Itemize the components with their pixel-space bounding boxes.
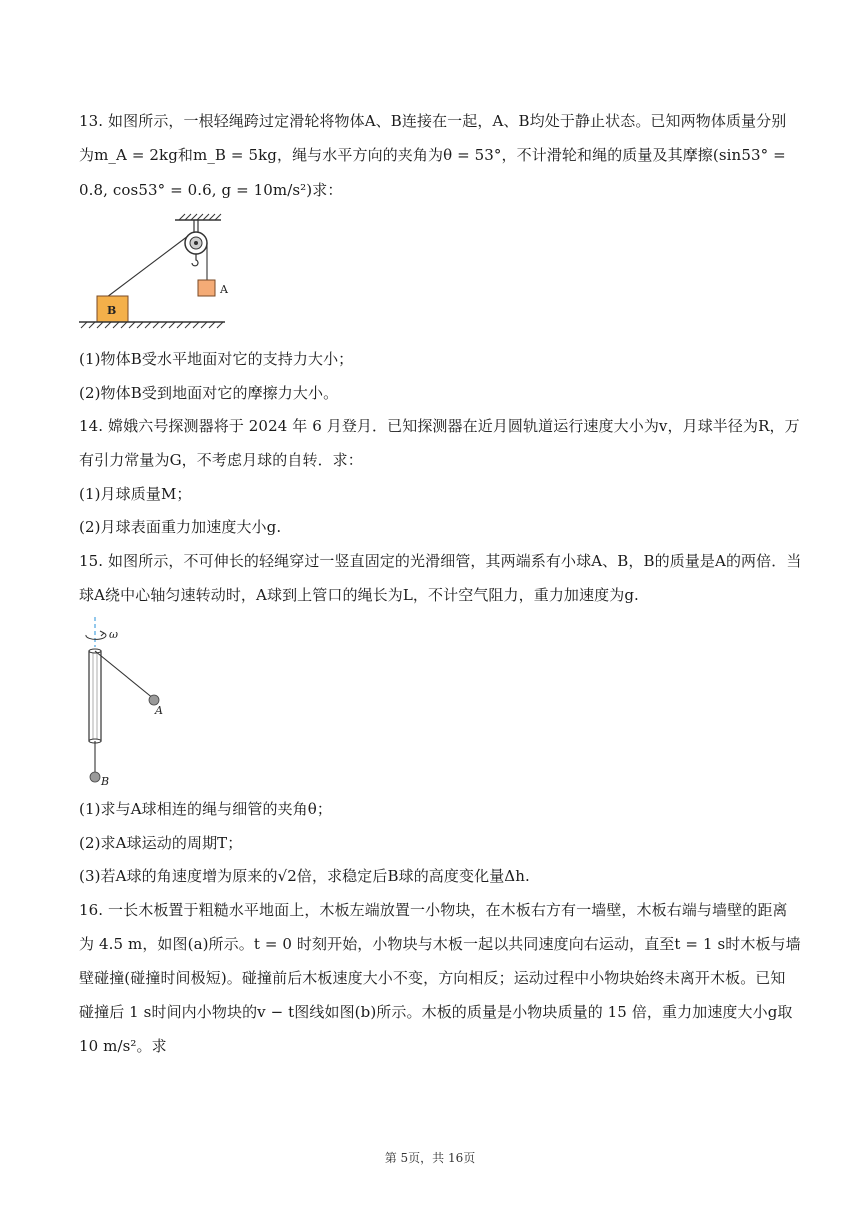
q16-line-1: 16. 一长木板置于粗糙水平地面上，木板左端放置一小物块，在木板右方有一墙壁，木板右端与墙壁的距离: [79, 901, 788, 919]
q14-sub-1: (1)月球质量M；: [79, 485, 192, 503]
q16-line-5: 10 m/s²。求: [79, 1037, 167, 1055]
tube-diagram: [75, 615, 175, 787]
pulley-diagram: [75, 210, 235, 332]
q14-sub-2: (2)月球表面重力加速度大小g.: [79, 518, 282, 536]
q13-line-2: 为m_A = 2kg和m_B = 5kg，绳与水平方向的夹角为θ = 53°，不计滑轮和绳的质量及其摩擦(sin53° =: [79, 146, 786, 164]
q15-sub-1: (1)求与A球相连的绳与细管的夹角θ；: [79, 800, 333, 818]
fig-label-b: B: [101, 775, 110, 787]
q14-line-1: 14. 嫦娥六号探测器将于 2024 年 6 月登月．已知探测器在近月圆轨道运行速度大小为v，月球半径为R，万: [79, 417, 800, 435]
q14-line-2: 有引力常量为G，不考虑月球的自转．求：: [79, 451, 363, 469]
q13-line-3: 0.8, cos53° = 0.6, g = 10m/s²)求：: [79, 181, 343, 199]
page-footer: 第 5页，共 16页: [384, 1151, 476, 1165]
q13-sub-1: (1)物体B受水平地面对它的支持力大小；: [79, 350, 354, 368]
q13-sub-2: (2)物体B受到地面对它的摩擦力大小。: [79, 384, 339, 402]
fig-label-a: A: [155, 704, 163, 717]
q15-sub-2: (2)求A球运动的周期T；: [79, 834, 243, 852]
fig-label-omega: ω: [109, 628, 118, 641]
q15-sub-3: (3)若A球的角速度增为原来的√2倍，求稳定后B球的高度变化量Δh.: [79, 867, 530, 885]
q13-line-1: 13. 如图所示，一根轻绳跨过定滑轮将物体A、B连接在一起，A、B均处于静止状态。已知两物体质量分别: [79, 112, 787, 130]
q16-line-3: 壁碰撞(碰撞时间极短)。碰撞前后木板速度大小不变，方向相反；运动过程中小物块始终未离开木板。已知: [79, 969, 786, 987]
q15-line-2: 球A绕中心轴匀速转动时，A球到上管口的绳长为L，不计空气阻力，重力加速度为g.: [79, 586, 639, 604]
fig-label-b: B: [107, 304, 117, 317]
fig-label-a: A: [220, 283, 228, 296]
q16-line-4: 碰撞后 1 s时间内小物块的v − t图线如图(b)所示。木板的质量是小物块质量的 15 倍，重力加速度大小g取: [79, 1003, 793, 1021]
q16-line-2: 为 4.5 m，如图(a)所示。t = 0 时刻开始，小物块与木板一起以共同速度向右运动，直至t = 1 s时木板与墙: [79, 935, 801, 953]
q15-line-1: 15. 如图所示，不可伸长的轻绳穿过一竖直固定的光滑细管，其两端系有小球A、B，B的质量是A的两倍．当: [79, 552, 802, 570]
